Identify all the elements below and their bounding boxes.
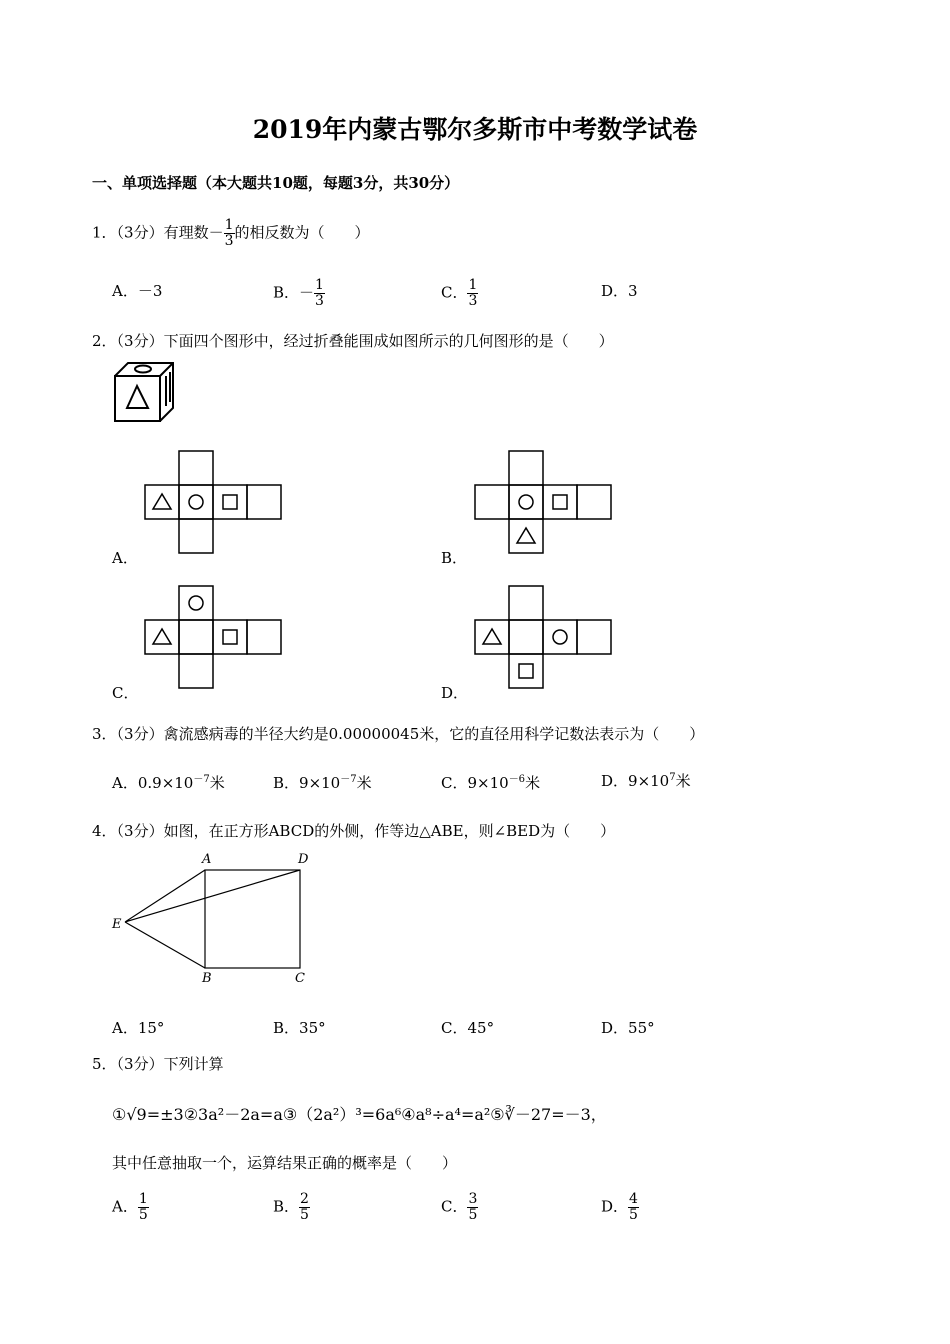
q4-option-d[interactable]: D．55°: [601, 1019, 655, 1037]
label-c: C: [295, 971, 305, 986]
q1-option-d[interactable]: D．3: [601, 282, 638, 300]
option-label: A．: [112, 1197, 138, 1216]
option-label: A．0.9×10: [112, 774, 194, 792]
denominator: 5: [300, 1207, 309, 1223]
net-cell: [179, 485, 213, 519]
option-label: D．: [601, 1197, 629, 1216]
unit: 米: [675, 772, 691, 790]
net-cell: [509, 451, 543, 485]
option-label: B．－: [273, 283, 315, 302]
numerator: 1: [315, 277, 324, 293]
unit: 米: [525, 774, 541, 792]
triangle-icon: [483, 629, 501, 644]
net-cell: [543, 620, 577, 654]
net-cell: [475, 485, 509, 519]
label-b: B: [202, 971, 212, 986]
q1-text-rest: 的相反数为（ ）: [234, 223, 370, 242]
fraction: [299, 1192, 310, 1223]
fraction: [138, 1192, 149, 1223]
square-triangle-figure: [100, 845, 340, 990]
denominator: 5: [138, 1207, 148, 1223]
option-label: C．: [441, 1197, 468, 1216]
net-cell: [475, 620, 509, 654]
net-cell: [577, 485, 611, 519]
question-2: 2．（3分）下面四个图形中，经过折叠能围成如图所示的几何图形的是（ ）: [92, 332, 614, 350]
page-title: 2019年内蒙古鄂尔多斯市中考数学试卷: [252, 115, 698, 144]
circle-icon: [553, 630, 567, 644]
q2-option-c[interactable]: C．: [112, 684, 139, 702]
q4-option-b[interactable]: B．35°: [273, 1019, 326, 1037]
q3-option-c[interactable]: [441, 770, 540, 793]
net-cell: [179, 451, 213, 485]
numerator: 1: [138, 1191, 148, 1207]
net-cell: [543, 485, 577, 519]
exponent: －7: [340, 774, 357, 785]
question-3: 3．（3分）禽流感病毒的半径大约是0.00000045米，它的直径用科学记数法表示为（ ）: [92, 725, 705, 743]
numerator: 3: [468, 1191, 478, 1207]
circle-icon: [189, 495, 203, 509]
q2-option-b[interactable]: B．: [441, 549, 468, 567]
net-cell: [145, 620, 179, 654]
denominator: 3: [468, 293, 478, 309]
net-cell: [179, 654, 213, 688]
square-icon: [223, 495, 237, 509]
net-cell: [577, 620, 611, 654]
option-label: B．9×10: [273, 774, 341, 792]
q3-option-a[interactable]: [112, 770, 225, 793]
net-cell: [509, 620, 543, 654]
numerator: 2: [300, 1191, 309, 1207]
circle-icon: [189, 596, 203, 610]
denominator: 3: [224, 233, 234, 249]
exponent: －6: [508, 774, 526, 785]
net-cell: [247, 485, 281, 519]
section-heading: 一、单项选择题（本大题共10题，每题3分，共30分）: [92, 174, 460, 192]
q3-option-d[interactable]: [601, 770, 691, 791]
exponent: 7: [669, 772, 676, 783]
triangle-icon: [153, 629, 171, 644]
option-label: C．9×10: [441, 774, 509, 792]
numerator: 1: [468, 277, 478, 293]
q2-option-a[interactable]: A．: [112, 549, 138, 567]
q4-option-c[interactable]: C．45°: [441, 1019, 495, 1037]
circle-icon: [519, 495, 533, 509]
net-cell: [213, 620, 247, 654]
net-cell: [213, 485, 247, 519]
exponent: －7: [193, 774, 210, 785]
q5-formula: ①√9=±3②3a²－2a=a③（2a²）³=6a⁶④a⁸÷a⁴=a²⑤∛－27=－3，: [112, 1105, 607, 1124]
net-cell: [509, 519, 543, 553]
q1-text: 1．（3分）有理数: [92, 223, 209, 242]
option-label: B．: [273, 1197, 300, 1216]
net-cell: [247, 620, 281, 654]
net-cell: [509, 654, 543, 688]
q5-option-d[interactable]: [601, 1192, 639, 1223]
net-cell: [179, 519, 213, 553]
q1-option-a[interactable]: A．－3: [112, 282, 163, 300]
net-cell: [145, 485, 179, 519]
net-cell: [179, 620, 213, 654]
square-icon: [553, 495, 567, 509]
label-a: A: [202, 852, 212, 867]
question-5: 5．（3分）下列计算: [92, 1055, 224, 1073]
q5-option-b[interactable]: [273, 1192, 310, 1223]
net-cell: [509, 586, 543, 620]
option-label: D．9×10: [601, 772, 670, 790]
triangle-icon: [517, 528, 535, 543]
denominator: 3: [315, 293, 324, 309]
q1-neg: －: [208, 223, 224, 242]
unit: 米: [356, 774, 372, 792]
q5-option-a[interactable]: [112, 1192, 149, 1223]
unit: 米: [209, 774, 225, 792]
fraction: [628, 1192, 639, 1223]
square-icon: [223, 630, 237, 644]
numerator: 4: [629, 1191, 638, 1207]
denominator: 5: [468, 1207, 478, 1223]
net-cell: [179, 586, 213, 620]
question-4: 4．（3分）如图，在正方形ABCD的外侧，作等边△ABE，则∠BED为（ ）: [92, 822, 616, 840]
numerator: 1: [224, 217, 234, 233]
q2-option-d[interactable]: D．: [441, 684, 469, 702]
q3-option-b[interactable]: [273, 770, 372, 793]
net-cell: [509, 485, 543, 519]
q4-option-a[interactable]: A．15°: [112, 1019, 165, 1037]
square-icon: [519, 664, 533, 678]
option-label: C．: [441, 283, 468, 302]
denominator: 5: [629, 1207, 638, 1223]
q5-question: 其中任意抽取一个，运算结果正确的概率是（ ）: [112, 1154, 458, 1172]
q5-option-c[interactable]: [441, 1192, 478, 1223]
fraction: [467, 1192, 478, 1223]
triangle-icon: [153, 494, 171, 509]
label-e: E: [112, 917, 122, 932]
label-d: D: [298, 852, 309, 867]
